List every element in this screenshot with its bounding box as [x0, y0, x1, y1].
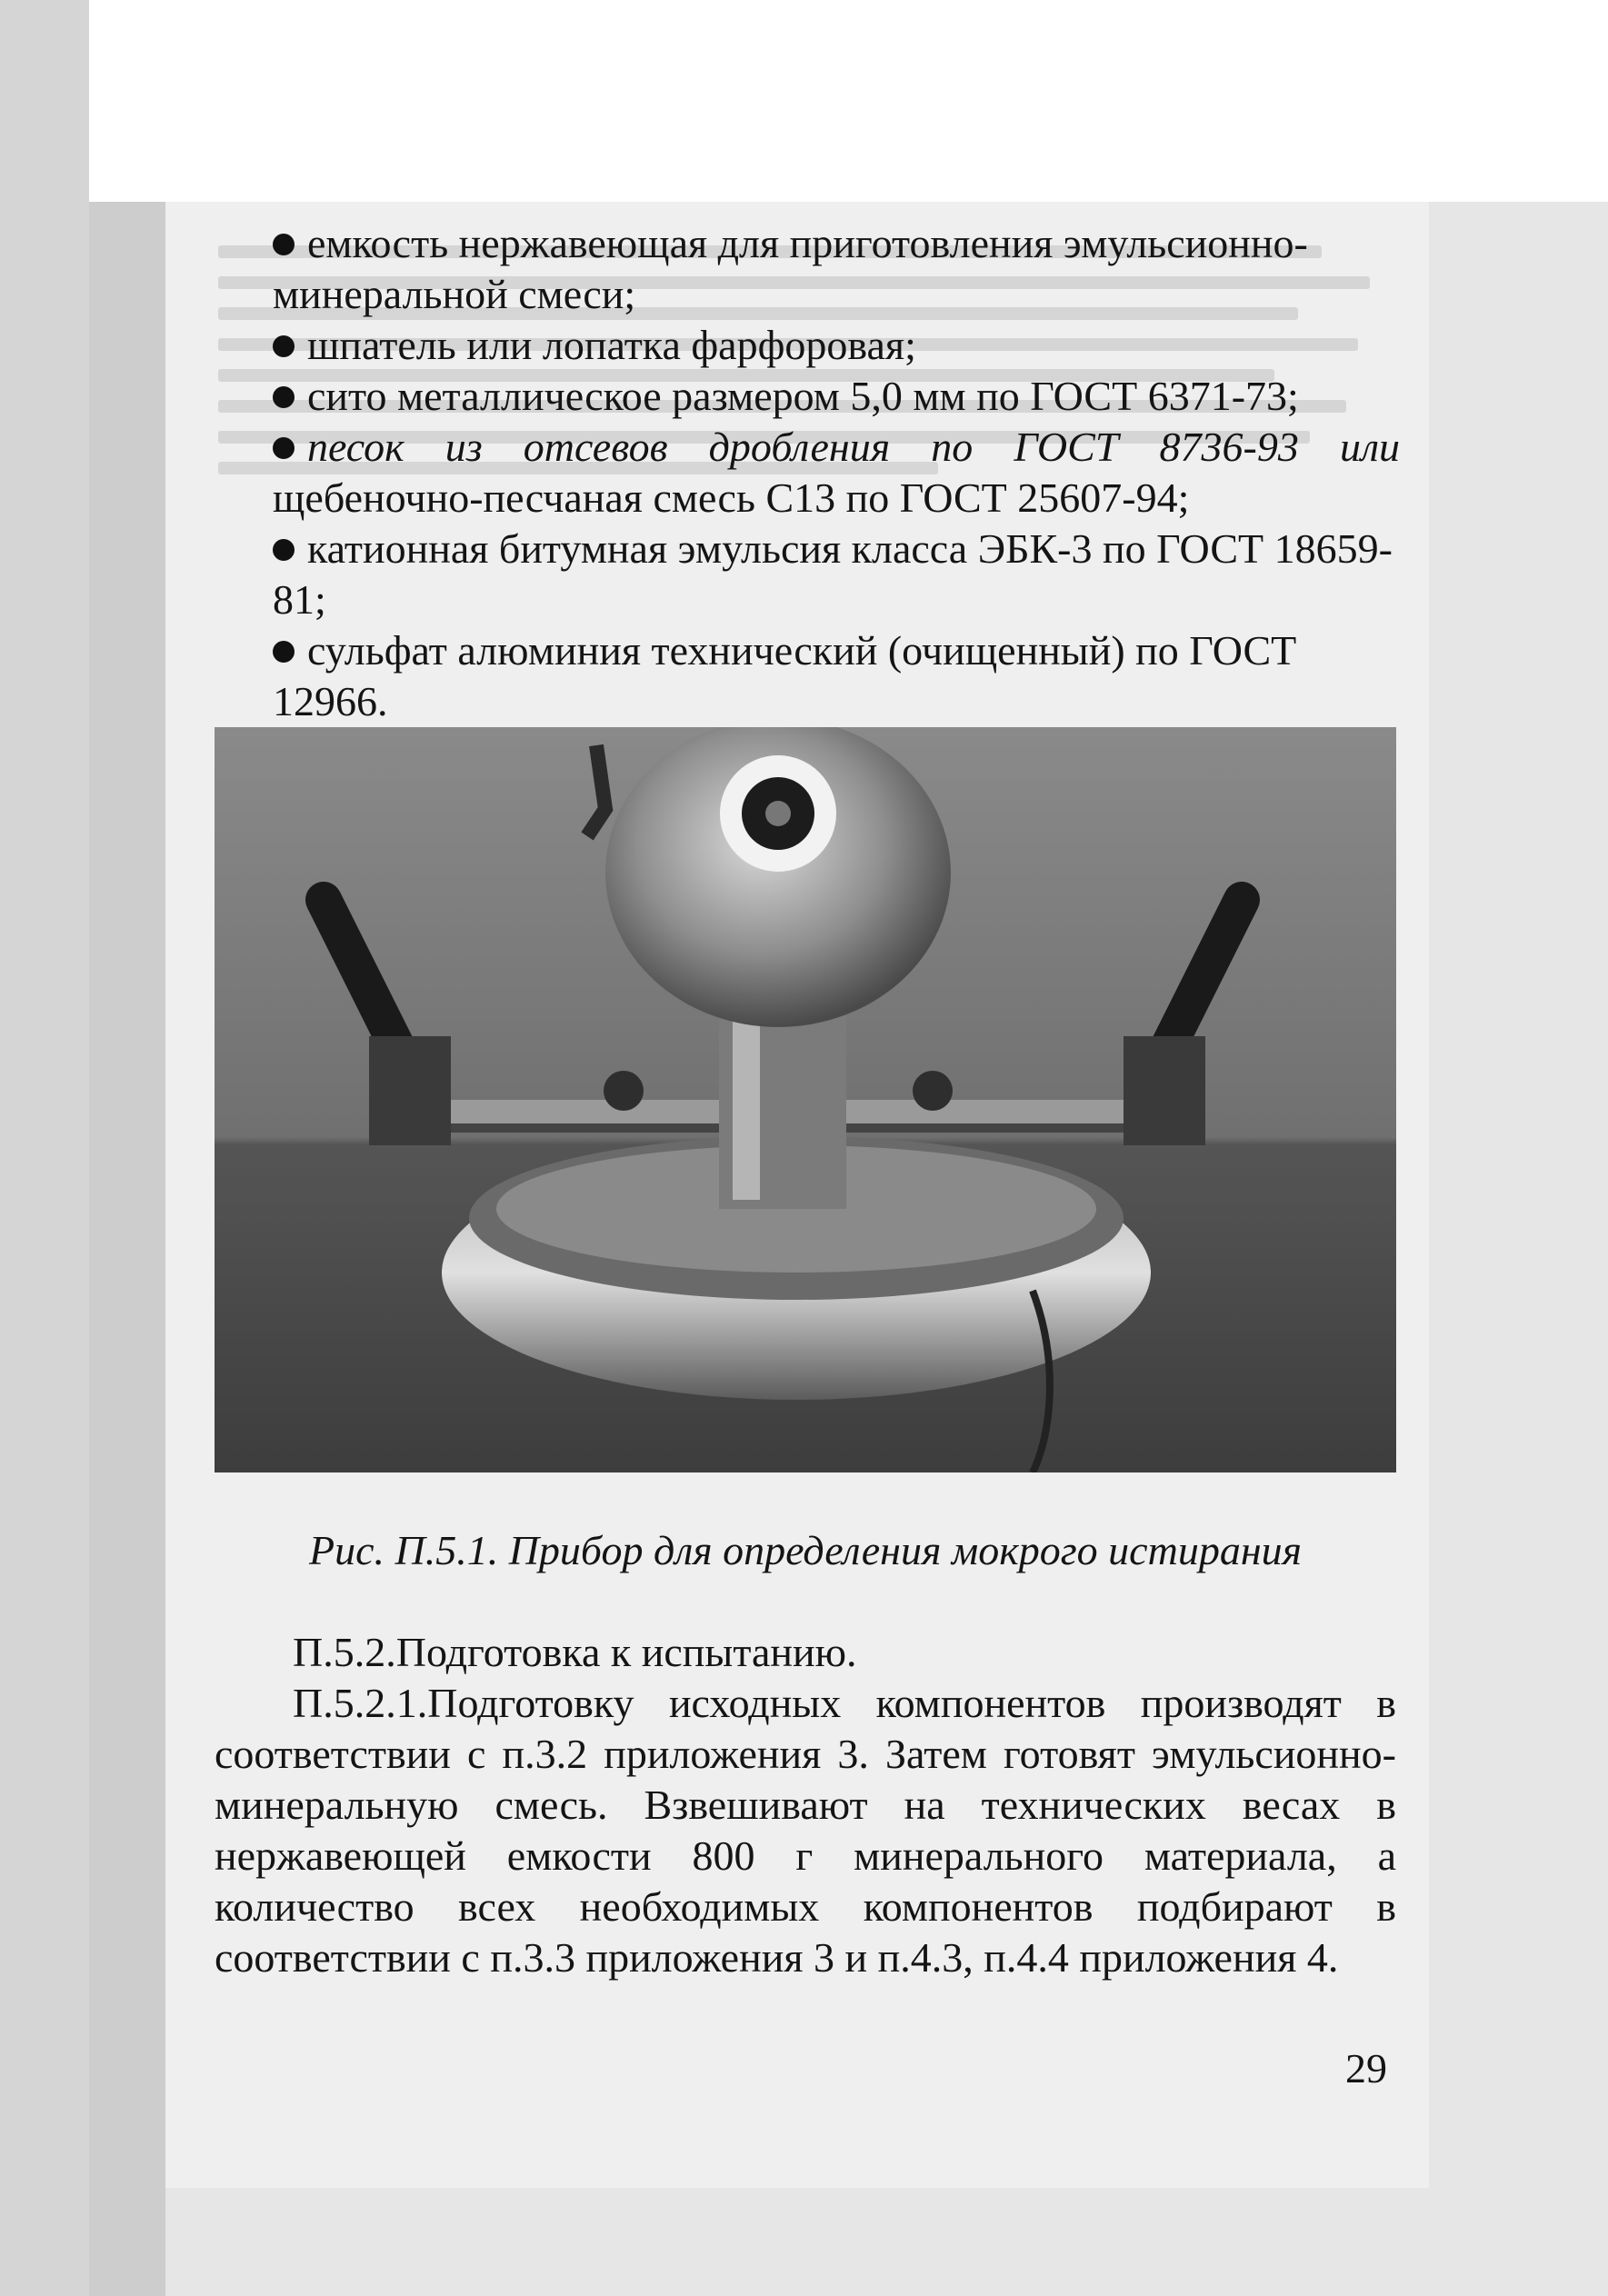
list-item: песок из отсевов дробления по ГОСТ 8736-93 или щебеночно-песчаная смесь С13 по ГОСТ 25607-94;: [273, 424, 1400, 521]
bullet-icon: [273, 234, 295, 255]
list-item: катионная битумная эмульсия класса ЭБК-3 по ГОСТ 18659-81;: [273, 525, 1393, 623]
list-item: шпатель или лопатка фарфоровая;: [273, 320, 1400, 371]
list-item: емкость нержавеющая для приготовления эмульсионно-минеральной смеси;: [273, 220, 1308, 317]
list-item: сульфат алюминия технический (очищенный) по ГОСТ 12966.: [273, 627, 1297, 724]
bullet-icon: [273, 335, 295, 357]
materials-list: [273, 218, 1400, 727]
scan-shadow-left: [89, 202, 165, 2296]
list-item: сито металлическое размером 5,0 мм по ГОСТ 6371-73;: [273, 371, 1400, 422]
section-preparation: [215, 1627, 1396, 1983]
wet-abrasion-apparatus-photo: [215, 727, 1396, 1472]
bullet-icon: [273, 641, 295, 663]
bullet-icon: [273, 437, 295, 459]
scan-margin-left: [0, 0, 89, 2296]
figure-caption: Рис. П.5.1. Прибор для определения мокрого истирания: [308, 1527, 1303, 1573]
bullet-icon: [273, 386, 295, 408]
bullet-icon: [273, 539, 295, 561]
scan-margin-top: [0, 0, 1608, 202]
page-number: 29: [1345, 2045, 1387, 2091]
section-paragraph: П.5.2.1.Подготовку исходных компонентов производят в соответствии с п.3.2 приложения 3. Затем готовят эмульсионно-минеральную смесь. Взвешивают на технических весах в нержавеющей емкости 800 г минерального материала, а количество всех необходимых компонентов подбирают в соответствии с п.3.3 приложения 3 и п.4.3, п.4.4 приложения 4.: [215, 1680, 1396, 1981]
apparatus-illustration: [215, 727, 1396, 1472]
section-heading: П.5.2.Подготовка к испытанию.: [293, 1629, 857, 1675]
